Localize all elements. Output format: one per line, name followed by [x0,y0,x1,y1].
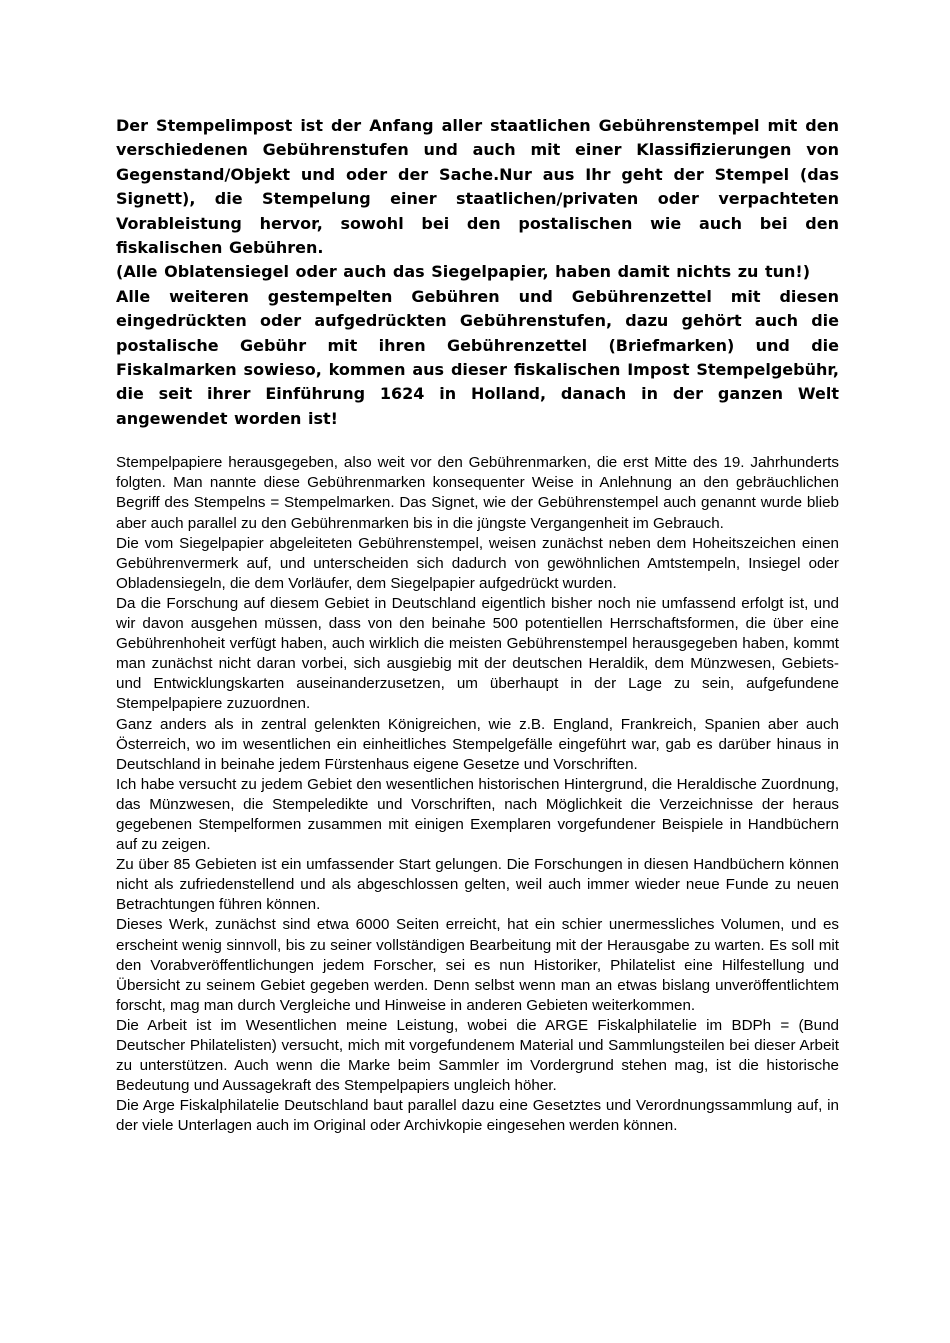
intro-paragraph-1: Der Stempelimpost ist der Anfang aller staatlichen Gebührenstempel mit den verschiedenen Gebührenstufen und auch mit einer Klassifizierungen von Gegenstand/Objekt und oder der Sache.Nur aus Ihr geht der Stempel (das Signett), die Stempelung einer staatlichen/privaten oder verpachteten Vorableistung hervor, sowohl bei den postalischen wie auch bei den fiskalischen Gebühren. [116,116,839,258]
body-paragraph-2: Die vom Siegelpapier abgeleiteten Gebührenstempel, weisen zunächst neben dem Hoheitszeichen einen Gebührenvermerk auf, und unterscheiden sich dadurch von gewöhnlichen Amtstempeln, Insiegel oder Obladensiegeln, die dem Vorläufer, dem Siegelpapier aufgedrückt wurden. [116,534,839,592]
body-paragraph-4: Ganz anders als in zentral gelenkten Königreichen, wie z.B. England, Frankreich, Spanien aber auch Österreich, wo im wesentlichen ein einheitliches Stempelgefälle eingeführt war, gab es darüber hinaus in Deutschland in beinahe jedem Fürstenhaus eigene Gesetze und Vorschriften. [116,715,839,773]
body-section [116,453,839,1136]
body-paragraph-5: Ich habe versucht zu jedem Gebiet den wesentlichen historischen Hintergrund, die Heraldische Zuordnung, das Münzwesen, die Stempeledikte und Vorschriften, nach Möglichkeit die Verzeichnisse der heraus gegebenen Stempelformen zusammen mit einigen Exemplaren vorgefundener Beispiele in Handbüchern auf zu zeigen. [116,775,839,854]
body-paragraph-1: Stempelpapiere herausgegeben, also weit vor den Gebührenmarken, die erst Mitte des 19. Jahrhunderts folgten. Man nannte diese Gebührenmarken konsequenter Weise in Anlehnung an den gebräuchlichen Begriff des Stempelns = Stempelmarken. Das Signet, wie der Gebührenstempel auch genannt wurde blieb aber auch parallel zu den Gebührenmarken bis in die jüngste Vergangenheit im Gebrauch. [116,454,839,532]
body-paragraph-9: Die Arge Fiskalphilatelie Deutschland baut parallel dazu eine Gesetztes und Verordnungssammlung auf, in der viele Unterlagen auch im Original oder Archivkopie eingesehen werden können. [116,1097,839,1135]
body-paragraph-8: Die Arbeit ist im Wesentlichen meine Leistung, wobei die ARGE Fiskalphilatelie im BDPh = (Bund Deutscher Philatelisten) versucht, mich mit vorgefundenem Material und Sammlungsteilen bei dieser Arbeit zu unterstützen. Auch wenn die Marke beim Sammler im Vordergrund stehen mag, ist die historische Bedeutung und Aussagekraft des Stempelpapiers ungleich höher. [116,1016,839,1095]
document-page [116,114,839,1136]
body-paragraph-3: Da die Forschung auf diesem Gebiet in Deutschland eigentlich bisher noch nie umfassend erfolgt ist, und wir davon ausgehen müssen, dass von den beinahe 500 potentiellen Herrschaftsformen, die über eine Gebührenhoheit verfügt haben, auch wirklich die meisten Gebührenstempel herausgegeben haben, kommt man zunächst nicht daran vorbei, sich ausgiebig mit der deutschen Heraldik, dem Münzwesen, Gebiets- und Entwicklungskarten auseinanderzusetzen, um überhaupt in der Lage zu sein, aufgefundene Stempelpapiere zuzuordnen. [116,594,839,713]
intro-section [116,114,839,431]
intro-paragraph-3: Alle weiteren gestempelten Gebühren und Gebührenzettel mit diesen eingedrückten oder aufgedrückten Gebührenstufen, dazu gehört auch die postalische Gebühr mit ihren Gebührenzettel (Briefmarken) und die Fiskalmarken sowieso, kommen aus dieser fiskalischen Impost Stempelgebühr, die seit ihrer Einführung 1624 in Holland, danach in der ganzen Welt angewendet worden ist! [116,286,839,428]
body-paragraph-7: Dieses Werk, zunächst sind etwa 6000 Seiten erreicht, hat ein schier unermessliches Volumen, und es erscheint wenig sinnvoll, bis zu seiner vollständigen Bearbeitung mit der Herausgabe zu warten. Es soll mit den Vorabveröffentlichungen jedem Forscher, sei es nun Historiker, Philatelist eine Hilfestellung und Übersicht zu seinem Gebiet gegeben werden. Denn selbst wenn man an etwas bislang unveröffentlichtem forscht, mag man durch Vergleiche und Hinweise in anderen Gebieten weiterkommen. [116,916,839,1014]
body-paragraph-6: Zu über 85 Gebieten ist ein umfassender Start gelungen. Die Forschungen in diesen Handbüchern können nicht als zufriedenstellend und als abgeschlossen gelten, weil auch immer wieder neue Funde zu neuen Betrachtungen führen können. [116,856,839,914]
intro-paragraph-2: (Alle Oblatensiegel oder auch das Siegelpapier, haben damit nichts zu tun!) [116,262,811,282]
